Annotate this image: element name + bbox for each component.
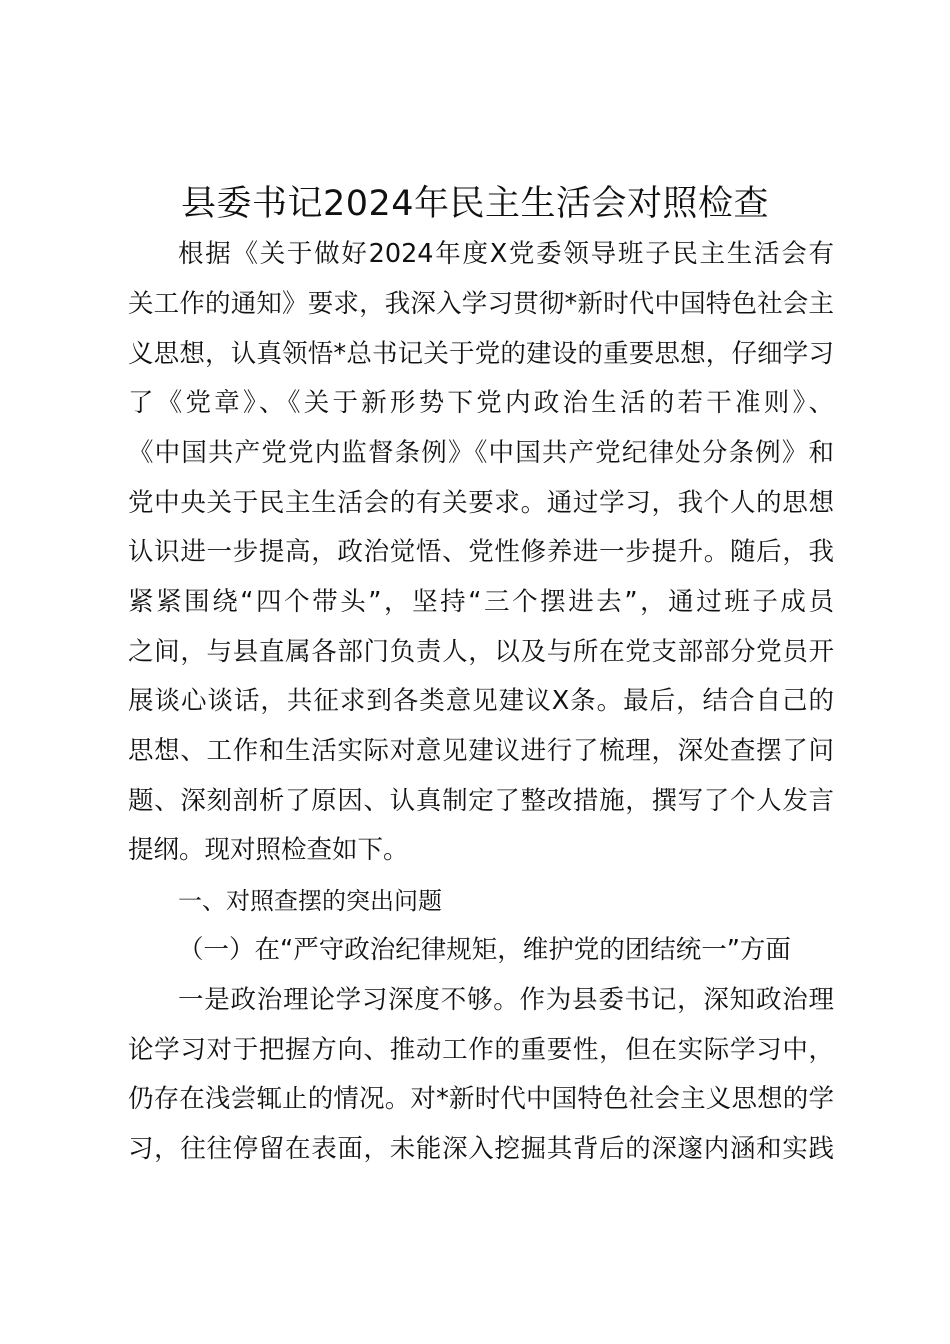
- paragraph-line: 《中国共产党党内监督条例》《中国共产党纪律处分条例》和: [128, 438, 834, 468]
- paragraph-line: 义思想，认真领悟*总书记关于党的建设的重要思想，仔细学习: [128, 339, 834, 369]
- paragraph-line: 习，往往停留在表面，未能深入挖掘其背后的深邃内涵和实践: [128, 1134, 834, 1164]
- paragraph-line: 关工作的通知》要求，我深入学习贯彻*新时代中国特色社会主: [128, 289, 834, 319]
- paragraph-line: 一是政治理论学习深度不够。作为县委书记，深知政治理: [178, 985, 834, 1015]
- paragraph-line: 展谈心谈话，共征求到各类意见建议X条。最后，结合自己的: [128, 686, 834, 716]
- paragraph-line: 了《党章》、《关于新形势下党内政治生活的若干准则》、: [128, 388, 834, 418]
- section-heading: 一、对照查摆的突出问题: [178, 887, 442, 915]
- paragraph-line: 根据《关于做好2024年度X党委领导班子民主生活会有: [178, 239, 834, 269]
- subsection-heading: （一）在“严守政治纪律规矩，维护党的团结统一”方面: [178, 935, 791, 965]
- paragraph-line: 题、深刻剖析了原因、认真制定了整改措施，撰写了个人发言: [128, 786, 834, 816]
- paragraph-line: 党中央关于民主生活会的有关要求。通过学习，我个人的思想: [128, 488, 834, 518]
- paragraph-line: 认识进一步提高，政治觉悟、党性修养进一步提升。随后，我: [128, 537, 834, 567]
- paragraph-line: 思想、工作和生活实际对意见建议进行了梳理，深处查摆了问: [128, 736, 834, 766]
- paragraph-line: 紧紧围绕“四个带头”，坚持“三个摆进去”，通过班子成员: [128, 587, 834, 617]
- document-title: 县委书记2024年民主生活会对照检查: [180, 184, 770, 224]
- paragraph-line: 提纲。现对照检查如下。: [128, 835, 409, 865]
- paragraph-line: 论学习对于把握方向、推动工作的重要性，但在实际学习中，: [128, 1035, 834, 1065]
- paragraph-line: 之间，与县直属各部门负责人，以及与所在党支部部分党员开: [128, 637, 834, 667]
- paragraph-line: 仍存在浅尝辄止的情况。对*新时代中国特色社会主义思想的学: [128, 1084, 834, 1114]
